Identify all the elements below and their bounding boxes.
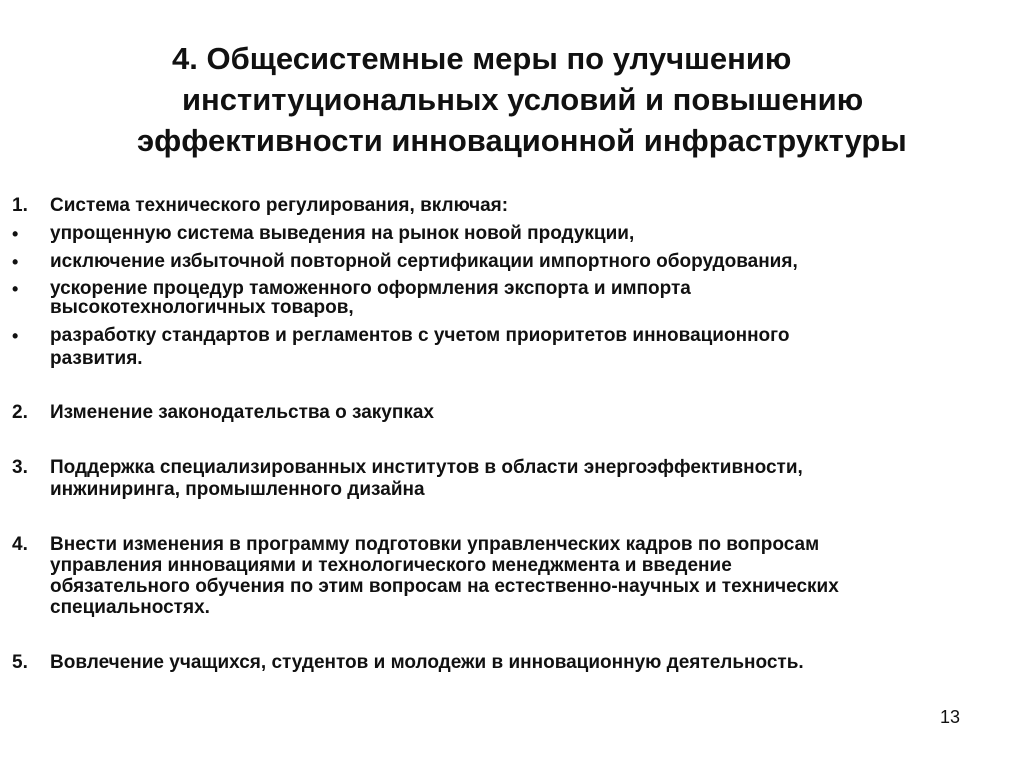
list-item-text: управления инновациями и технологического менеджмента и введение <box>50 555 732 576</box>
bullet-marker: • <box>12 224 19 244</box>
list-number: 3. <box>12 457 28 478</box>
bullet-text: разработку стандартов и регламентов с учетом приоритетов инновационного <box>50 325 790 346</box>
list-item-text: Система технического регулирования, включая: <box>50 195 509 216</box>
list-number: 2. <box>12 402 28 423</box>
list-item-text: Внести изменения в программу подготовки управленческих кадров по вопросам <box>50 534 820 555</box>
list-item-text: Изменение законодательства о закупках <box>50 402 434 423</box>
list-number: 4. <box>12 534 28 555</box>
list-number: 1. <box>12 195 28 216</box>
bullet-marker: • <box>12 252 19 272</box>
list-item-text: инжиниринга, промышленного дизайна <box>50 479 425 500</box>
bullet-text: исключение избыточной повторной сертификации импортного оборудования, <box>50 251 798 272</box>
list-item-text: специальностях. <box>50 597 210 618</box>
bullet-text: ускорение процедур таможенного оформления экспорта и импорта <box>50 278 691 299</box>
page-number: 13 <box>940 707 961 727</box>
bullet-text: высокотехнологичных товаров, <box>50 297 354 318</box>
list-item-text: Вовлечение учащихся, студентов и молодежи в инновационную деятельность. <box>50 652 804 673</box>
bullet-marker: • <box>12 279 19 299</box>
bullet-text: развития. <box>50 348 143 369</box>
list-item-text: Поддержка специализированных институтов в области энергоэффективности, <box>50 457 803 478</box>
slide-title-line-3: эффективности инновационной инфраструктуры <box>137 123 907 158</box>
list-number: 5. <box>12 652 28 673</box>
slide-title-line-2: институциональных условий и повышению <box>182 82 864 117</box>
bullet-marker: • <box>12 326 19 346</box>
slide-title-line-1: 4. Общесистемные меры по улучшению <box>172 41 792 76</box>
list-item-text: обязательного обучения по этим вопросам на естественно-научных и технических <box>50 576 839 597</box>
bullet-text: упрощенную система выведения на рынок новой продукции, <box>50 223 635 244</box>
